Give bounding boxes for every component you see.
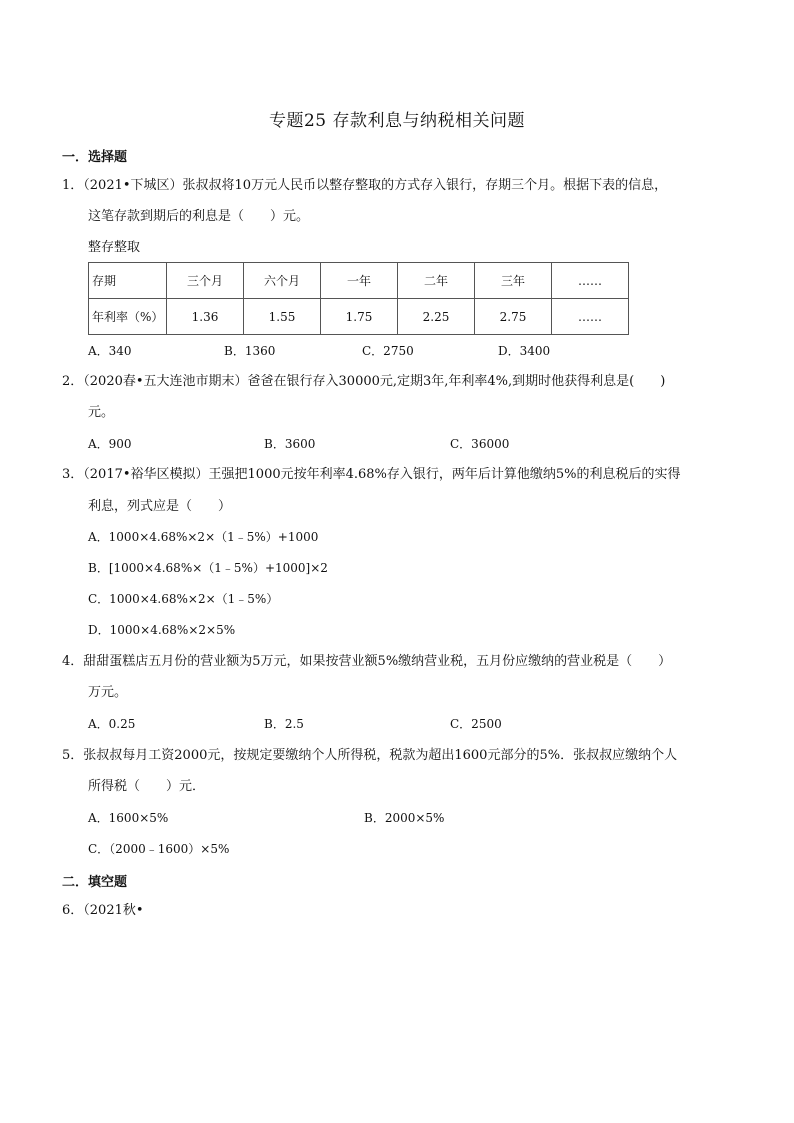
- table-cell: 存期: [89, 263, 167, 299]
- q2-option-a: A．900: [88, 437, 132, 451]
- q1-text-line1: 1．（2021•下城区）张叔叔将10万元人民币以整存整取的方式存入银行，存期三个月。根据下表的信息，: [62, 178, 668, 193]
- table-cell: 1.55: [244, 299, 321, 335]
- q1-table-caption: 整存整取: [88, 240, 141, 255]
- q2-option-c: C．36000: [450, 437, 510, 451]
- q4-text-line2: 万元。: [88, 685, 128, 700]
- q3-text-line1: 3．（2017•裕华区模拟）王强把1000元按年利率4.68%存入银行，两年后计算他缴纳5%的利息税后的实得: [62, 467, 681, 482]
- q2-text-line1: 2．（2020春•五大连池市期末）爸爸在银行存入30000元,定期3年,年利率4%,到期时他获得利息是( ): [62, 374, 666, 389]
- q5-text-line2: 所得税（ ）元．: [88, 779, 206, 794]
- table-cell: 三个月: [167, 263, 244, 299]
- table-row: [89, 263, 629, 299]
- table-cell: 三年: [475, 263, 552, 299]
- q3-option-b: B．[1000×4.68%×（1﹣5%）+1000]×2: [88, 561, 328, 575]
- q5-option-c: C．（2000﹣1600）×5%: [88, 842, 230, 856]
- q4-option-a: A．0.25: [88, 717, 136, 731]
- table-cell: ……: [552, 299, 629, 335]
- q1-option-a: A．340: [88, 344, 132, 358]
- q5-text-line1: 5．张叔叔每月工资2000元，按规定要缴纳个人所得税，税款为超出1600元部分的5%．张叔叔应缴纳个人: [62, 748, 678, 763]
- q1-option-c: C．2750: [362, 344, 414, 358]
- table-cell: 1.75: [321, 299, 398, 335]
- section-heading-fill: 二．填空题: [62, 875, 128, 890]
- q3-text-line2: 利息，列式应是（ ）: [88, 499, 232, 514]
- q4-option-b: B．2.5: [264, 717, 304, 731]
- table-cell: 1.36: [167, 299, 244, 335]
- q5-option-a: A．1600×5%: [88, 811, 169, 825]
- table-cell: 一年: [321, 263, 398, 299]
- table-cell: 年利率（%）: [89, 299, 167, 335]
- q3-option-a: A．1000×4.68%×2×（1﹣5%）+1000: [88, 530, 319, 544]
- q3-option-c: C．1000×4.68%×2×（1﹣5%）: [88, 592, 279, 606]
- q1-text-line2: 这笔存款到期后的利息是（ ）元。: [88, 209, 310, 224]
- table-row: [89, 299, 629, 335]
- q5-option-b: B．2000×5%: [364, 811, 445, 825]
- q2-text-line2: 元。: [88, 405, 115, 420]
- section-heading-choice: 一．选择题: [62, 150, 128, 165]
- q1-option-b: B．1360: [224, 344, 276, 358]
- interest-rate-table: [88, 262, 629, 335]
- table-cell: 2.25: [398, 299, 475, 335]
- table-cell: 二年: [398, 263, 475, 299]
- table-cell: 六个月: [244, 263, 321, 299]
- table-cell: ……: [552, 263, 629, 299]
- q4-text-line1: 4．甜甜蛋糕店五月份的营业额为5万元，如果按营业额5%缴纳营业税，五月份应缴纳的营业税是（ ）: [62, 654, 672, 669]
- q6-text-line1: 6．（2021秋•: [62, 903, 144, 918]
- q3-option-d: D．1000×4.68%×2×5%: [88, 623, 236, 637]
- table-cell: 2.75: [475, 299, 552, 335]
- q2-option-b: B．3600: [264, 437, 316, 451]
- page-title: 专题25 存款利息与纳税相关问题: [268, 111, 526, 131]
- q1-option-d: D．3400: [498, 344, 551, 358]
- q4-option-c: C．2500: [450, 717, 502, 731]
